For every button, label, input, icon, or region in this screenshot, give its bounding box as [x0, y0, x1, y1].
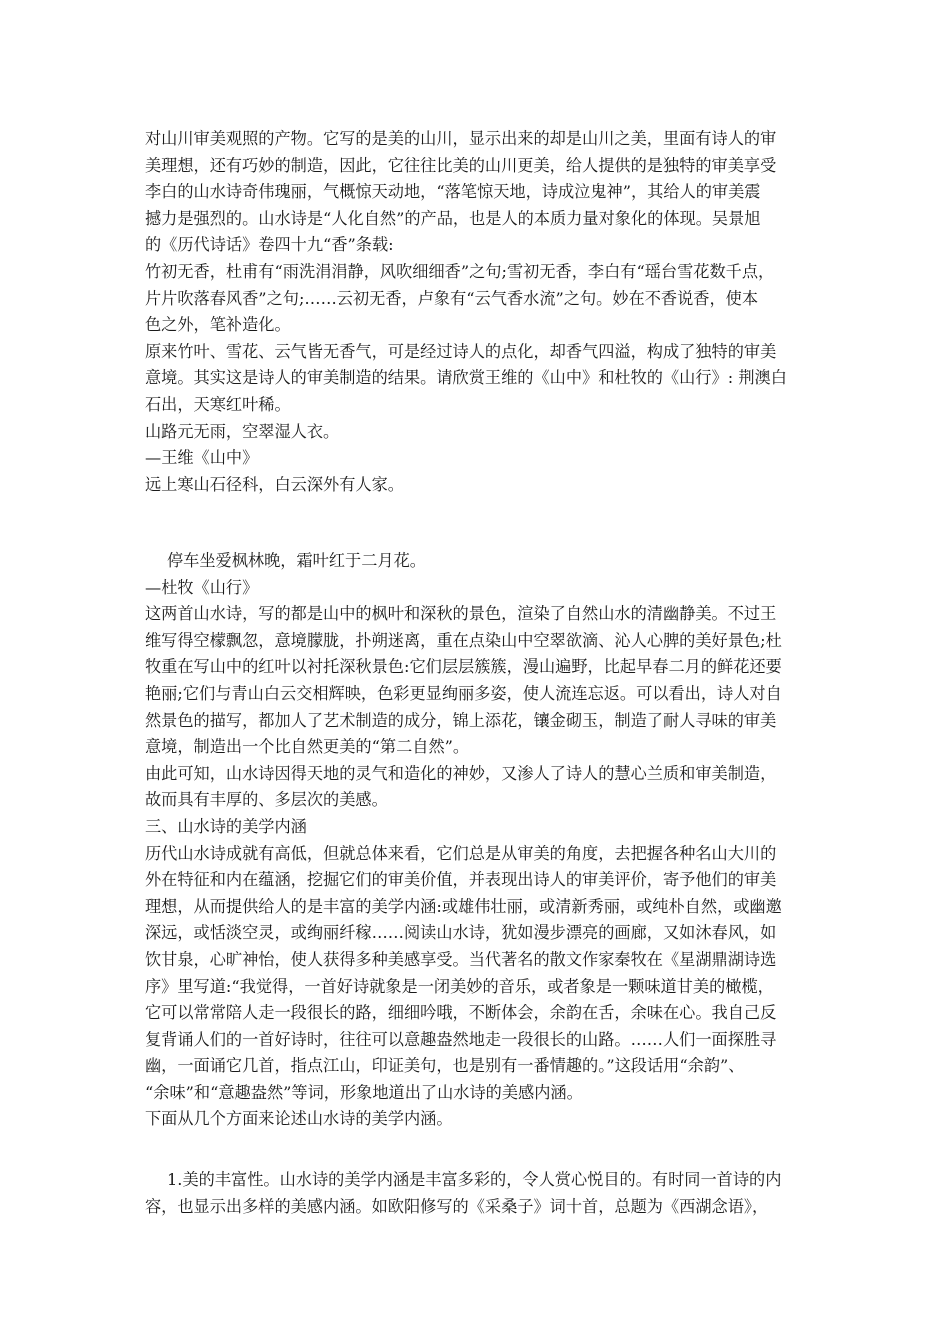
text-line: 故而具有丰厚的、多层次的美感。	[145, 790, 388, 810]
text-line: 幽，一面诵它几首，指点江山，印证美句，也是别有一番情趣的。”这段话用“余韵”、	[145, 1056, 745, 1076]
text-section-1	[145, 126, 813, 498]
text-line: 1.美的丰富性。山水诗的美学内涵是丰富多彩的，令人赏心悦目的。有时同一首诗的内	[167, 1170, 782, 1189]
text-section-3	[145, 1167, 813, 1220]
text-line: 艳丽;它们与青山白云交相辉映，色彩更显绚丽多姿，使人流连忘返。可以看出，诗人对自	[145, 683, 782, 703]
poem-line: 停车坐爱枫林晚，霜叶红于二月花。	[167, 551, 426, 570]
text-line: 片片吹落春风香”之句;……云初无香，卢象有“云气香水流”之句。妙在不香说香，使本	[145, 288, 759, 308]
text-line: 饮甘泉，心旷神怡，使人获得多种美感享受。当代著名的散文作家秦牧在《星湖鼎湖诗选	[145, 949, 777, 969]
text-line: “余味”和“意趣盎然”等词，形象地道出了山水诗的美感内涵。	[145, 1082, 583, 1102]
text-line: —杜牧《山行》	[145, 577, 259, 597]
text-line: 三、山水诗的美学内涵	[145, 816, 307, 836]
text-line: 理想，从而提供给人的是丰富的美学内涵:或雄伟壮丽，或清新秀丽，或纯朴自然，或幽邀	[145, 896, 782, 916]
text-line: 的《历代诗话》卷四十九“香”条载:	[145, 235, 394, 255]
text-line: 牧重在写山中的红叶以衬托深秋景色:它们层层簇簇，漫山遍野，比起早春二月的鲜花还要	[145, 657, 782, 677]
text-line: 它可以常常陪人走一段很长的路，细细吟哦，不断体会，余韵在舌，余味在心。我自己反	[145, 1003, 777, 1023]
text-line: 山路元无雨，空翠湿人衣。	[145, 421, 340, 441]
text-line: —王维《山中》	[145, 448, 259, 468]
text-line: 远上寒山石径科，白云深外有人家。	[145, 474, 404, 494]
text-line: 对山川审美观照的产物。它写的是美的山川，显示出来的却是山川之美，里面有诗人的审	[145, 129, 777, 148]
text-line: 石出，天寒红叶稀。	[145, 394, 291, 414]
text-line: 竹初无香，杜甫有“雨洗涓涓静，风吹细细香”之句;雪初无香，李白有“瑶台雪花数千点，	[145, 261, 775, 281]
text-line: 意境，制造出一个比自然更美的“第二自然”。	[145, 737, 470, 757]
text-line: 意境。其实这是诗人的审美制造的结果。请欣赏王维的《山中》和杜牧的《山行》: 荆澳白	[145, 368, 787, 388]
text-line: 外在特征和内在蕴涵，挖掘它们的审美价值，并表现出诗人的审美评价，寄予他们的审美	[145, 870, 777, 890]
text-line: 这两首山水诗，写的都是山中的枫叶和深秋的景色，渲染了自然山水的清幽静美。不过王	[145, 604, 777, 624]
text-line: 复背诵人们的一首好诗时，往往可以意趣盎然地走一段很长的山路。……人们一面探胜寻	[145, 1029, 777, 1049]
text-line: 原来竹叶、雪花、云气皆无香气，可是经过诗人的点化，却香气四溢，构成了独特的审美	[145, 341, 777, 361]
text-line: 序》里写道:“我觉得，一首好诗就象是一闭美妙的音乐，或者象是一颗味道甘美的橄榄，	[145, 976, 774, 996]
text-line: 深远，或恬淡空灵，或绚丽纤稼……阅读山水诗，犹如漫步漂亮的画廊，又如沐春风，如	[145, 923, 777, 943]
text-line: 下面从几个方面来论述山水诗的美学内涵。	[145, 1109, 453, 1129]
section-heading: 历代山水诗成就有高低，但就总体来看，它们总是从审美的角度，去把握各种名山大川的	[145, 843, 777, 863]
text-line: 李白的山水诗奇伟瑰丽，气概惊天动地，“落笔惊天地，诗成泣鬼神”，其给人的审美震	[145, 182, 761, 202]
text-line: 撼力是强烈的。山水诗是“人化自然”的产品，也是人的本质力量对象化的体现。吴景旭	[145, 208, 761, 228]
text-section-2	[145, 548, 813, 1160]
text-line: 容，也显示出多样的美感内涵。如欧阳修写的《采桑子》词十首，总题为《西湖念语》，	[145, 1196, 769, 1216]
text-line	[145, 1133, 813, 1160]
text-line: 由此可知，山水诗因得天地的灵气和造化的神妙，又渗人了诗人的慧心兰质和审美制造，	[145, 763, 777, 783]
text-line: 维写得空檬飘忽，意境朦胧，扑朔迷离，重在点染山中空翠欲滴、沁人心脾的美好景色;杜	[145, 630, 782, 650]
text-line: 美理想，还有巧妙的制造，因此，它往往比美的山川更美，给人提供的是独特的审美享受	[145, 155, 777, 175]
text-line: 色之外，笔补造化。	[145, 315, 291, 335]
text-line: 然景色的描写，都加人了艺术制造的成分，锦上添花，镶金砌玉，制造了耐人寻味的审美	[145, 710, 777, 730]
